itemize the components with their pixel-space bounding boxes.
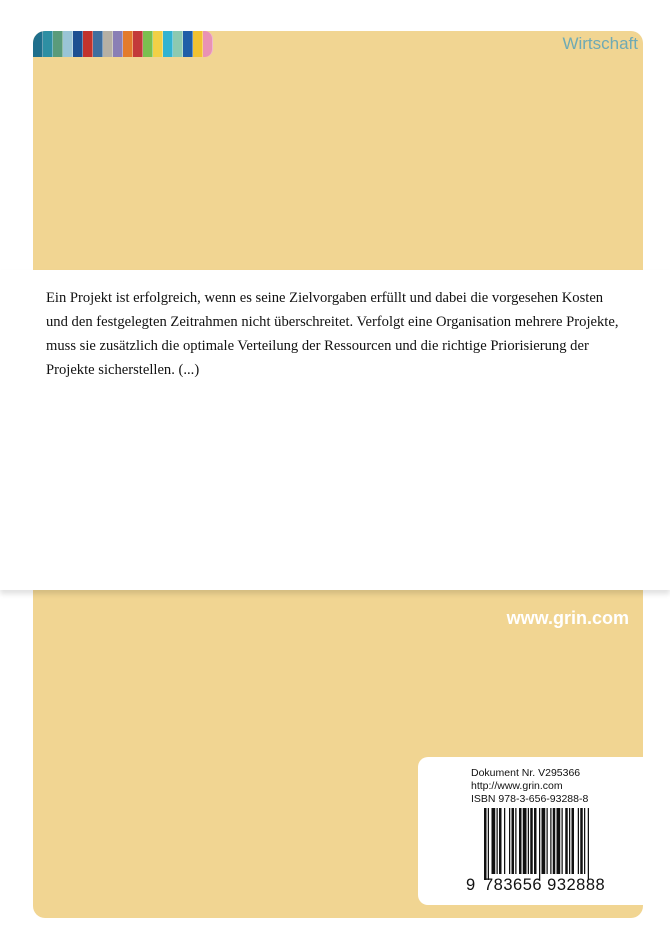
color-stripe [53,31,63,57]
barcode-bar [569,808,570,874]
barcode-bar [484,808,487,880]
color-stripe [123,31,133,57]
barcode-bar [497,808,498,874]
color-stripe [43,31,53,57]
color-stripes [33,31,213,57]
barcode-bar [523,808,527,874]
color-stripe [183,31,193,57]
barcode-bar [562,808,563,874]
barcode-bar [519,808,522,874]
barcode-digits: 783656 932888 [484,876,606,894]
publisher-website: www.grin.com [506,608,629,628]
barcode-bar [580,808,583,874]
color-stripe [73,31,83,57]
label-text [471,767,588,806]
barcode-bar [553,808,556,874]
barcode-bar [512,808,515,874]
barcode-bar [578,808,579,874]
barcode-bar [509,808,510,874]
color-stripe [103,31,113,57]
barcode-bar [534,808,537,874]
barcode-label [418,757,643,905]
barcode-icon [484,808,626,880]
color-stripe [143,31,153,57]
category-label: Wirtschaft [562,34,638,53]
barcode-bar [572,808,575,874]
barcode-bar [550,808,551,874]
barcode-bar [504,808,505,874]
color-stripe [63,31,73,57]
barcode-bar [542,808,546,874]
color-stripe [83,31,93,57]
barcode-bar [565,808,568,874]
color-stripe [133,31,143,57]
barcode-bar [539,808,540,880]
barcode-bar [492,808,496,874]
barcode-bar [488,808,489,880]
barcode-bar [584,808,585,874]
color-stripe [163,31,173,57]
color-stripe [203,31,213,57]
barcode-bar [588,808,589,880]
label-url: http://www.grin.com [471,780,563,792]
barcode-bar [528,808,529,874]
color-stripe [93,31,103,57]
barcode-bar [530,808,533,874]
isbn-text: ISBN 978-3-656-93288-8 [471,793,589,805]
barcode-bar [499,808,502,874]
blurb-text: Ein Projekt ist erfolgreich, wenn es seine Zielvorgaben erfüllt und dabei die vorgesehen Kosten und den festgelegten Zeitrahmen nicht überschreitet. Verfolgt eine Organisation mehrere Projekte, muss sie zusätzlich die optimale Verteilung der Ressourcen und die richtige Priorisierung der Projekte sicherstellen. (...) [46,290,619,378]
barcode-bar [515,808,516,874]
document-number: Dokument Nr. V295366 [471,767,581,779]
color-stripe [113,31,123,57]
color-stripe [33,31,43,57]
barcode-lead-digit: 9 [466,876,476,894]
color-stripe [173,31,183,57]
color-stripe [193,31,203,57]
color-stripe [153,31,163,57]
barcode-bar [547,808,548,874]
barcode-bar [557,808,561,874]
